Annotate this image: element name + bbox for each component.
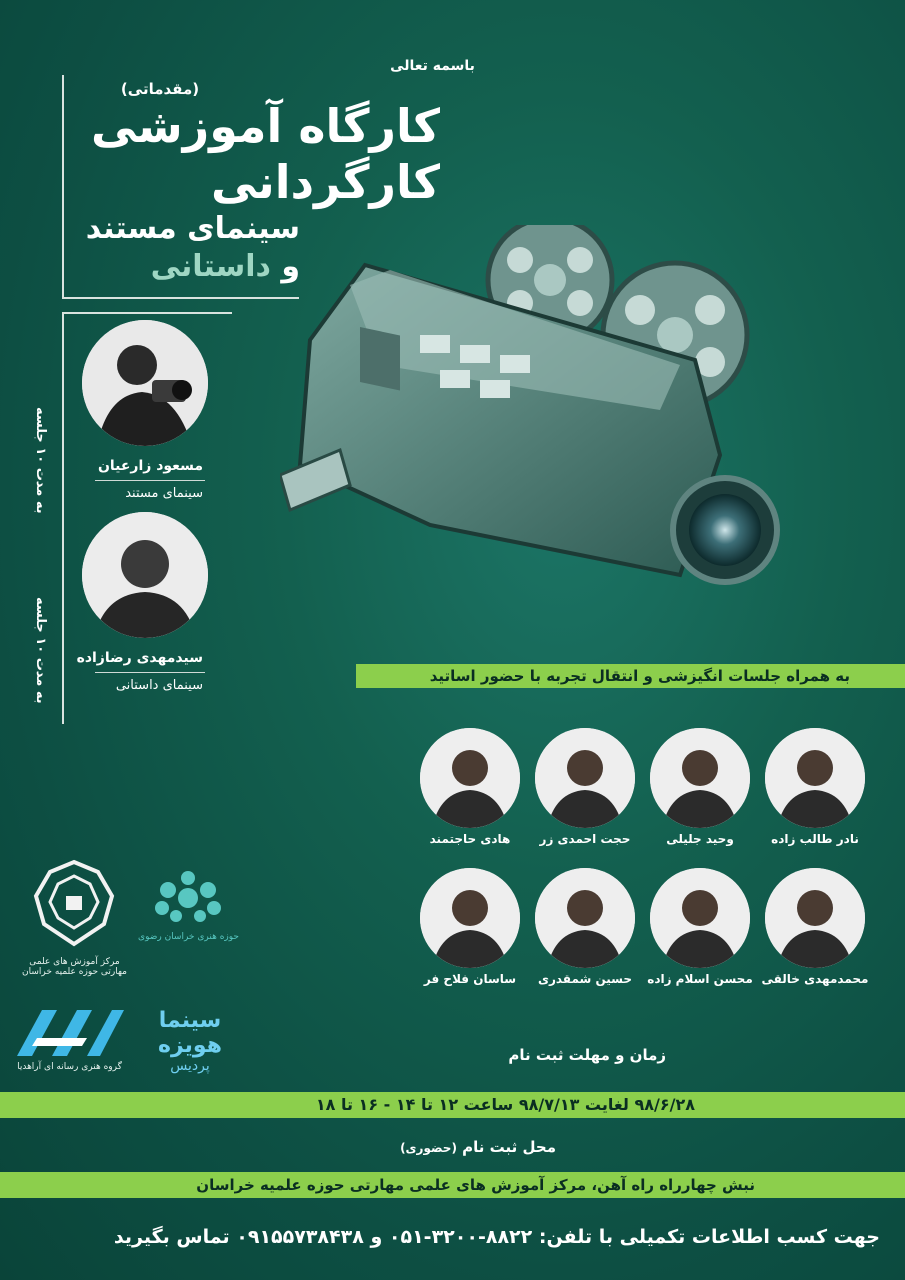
instructor-2-duration: به مدت ۱۰ جلسه: [33, 596, 48, 704]
instructor-1-photo: [82, 320, 208, 446]
instructor-2-photo: [82, 512, 208, 638]
sessions-banner: به همراه جلسات انگیزشی و انتقال تجربه با حضور اساتید: [356, 664, 905, 688]
howzeh-center-logo: [22, 858, 127, 988]
speaker-name: وحید جلیلی: [666, 832, 734, 846]
howeyzeh-logo: [135, 1008, 245, 1073]
instructor-1-duration: به مدت ۱۰ جلسه: [33, 406, 48, 514]
khorasan-hozeh-logo: [136, 868, 241, 953]
speaker-photo: [650, 868, 750, 968]
person-avatar-icon: [535, 728, 635, 828]
person-avatar-icon: [535, 868, 635, 968]
place-heading-text: محل ثبت نام: [462, 1138, 556, 1156]
registration-place-detail: نبش چهارراه راه آهن، مرکز آموزش های علمی مهارتی حوزه علمیه خراسان: [0, 1172, 905, 1198]
page-title: کارگاه آموزشی کارگردانی: [90, 99, 440, 209]
registration-time-detail: ۹۸/۶/۲۸ لغایت ۹۸/۷/۱۳ ساعت ۱۲ تا ۱۴ - ۱۶ تا ۱۸: [0, 1092, 905, 1118]
speaker-name: ساسان فلاح فر: [423, 972, 517, 986]
person-avatar-icon: [765, 868, 865, 968]
bismillah: باسمه تعالی: [390, 58, 475, 74]
person-avatar-icon: [82, 512, 208, 638]
speaker-name: حجت احمدی زر: [539, 832, 631, 846]
instructor-2-field: سینمای داستانی: [115, 678, 203, 693]
divider: [95, 480, 205, 481]
person-avatar-icon: [420, 728, 520, 828]
speaker-photo: [420, 728, 520, 828]
speaker-name: هادی حاجتمند: [429, 832, 511, 846]
instructor-1-name: مسعود زارعیان: [97, 458, 203, 474]
speaker-photo: [650, 728, 750, 828]
subtitle-part-b: داستانی: [150, 249, 271, 284]
speaker-photo: [765, 868, 865, 968]
person-avatar-icon: [82, 320, 208, 446]
divider: [95, 672, 205, 673]
registration-time-heading: زمان و مهلت ثبت نام: [508, 1046, 666, 1064]
contact-info: جهت کسب اطلاعات تکمیلی با تلفن: ۸۸۲۲-۳۲۰۰-۰۵۱ و ۰۹۱۵۵۷۳۸۴۳۸ تماس بگیرید: [113, 1226, 880, 1248]
khorasan-hozeh-text: حوزه هنری خراسان رضوی: [138, 932, 239, 942]
person-avatar-icon: [420, 868, 520, 968]
speaker-name: محسن اسلام زاده: [647, 972, 753, 986]
film-camera-illustration: [280, 225, 800, 625]
flower-emblem-icon: [136, 868, 241, 928]
person-avatar-icon: [650, 728, 750, 828]
speaker-photo: [420, 868, 520, 968]
place-mode-text: (حضوری): [400, 1141, 457, 1155]
speaker-name: نادر طالب زاده: [771, 832, 859, 846]
speaker-name: محمدمهدی خالقی: [761, 972, 869, 986]
arahedia-logo: [12, 1008, 127, 1073]
instructor-2-name: سیدمهدی رضازاده: [76, 650, 203, 666]
speaker-photo: [535, 728, 635, 828]
speaker-photo: [765, 728, 865, 828]
registration-place-heading: [356, 1138, 556, 1156]
page-subtitle: [70, 210, 300, 286]
person-avatar-icon: [650, 868, 750, 968]
arahedia-mark-icon: [12, 1008, 127, 1058]
pardis-text: پردیس: [170, 1058, 210, 1074]
howeyzeh-text: سینما هویزه: [158, 1008, 222, 1058]
speaker-name: حسین شمقدری: [537, 972, 633, 986]
arahedia-text: گروه هنری رسانه ای آراهدیا: [17, 1062, 122, 1072]
howzeh-center-text: مرکز آموزش های علمی مهارتی حوزه علمیه خراسان: [22, 957, 127, 977]
emblem-icon: [22, 858, 127, 953]
subtitle-part-a: سینمای مستند و: [85, 211, 300, 284]
speaker-photo: [535, 868, 635, 968]
instructor-1-field: سینمای مستند: [125, 486, 203, 501]
title-prefix: (مقدماتی): [120, 80, 200, 98]
person-avatar-icon: [765, 728, 865, 828]
